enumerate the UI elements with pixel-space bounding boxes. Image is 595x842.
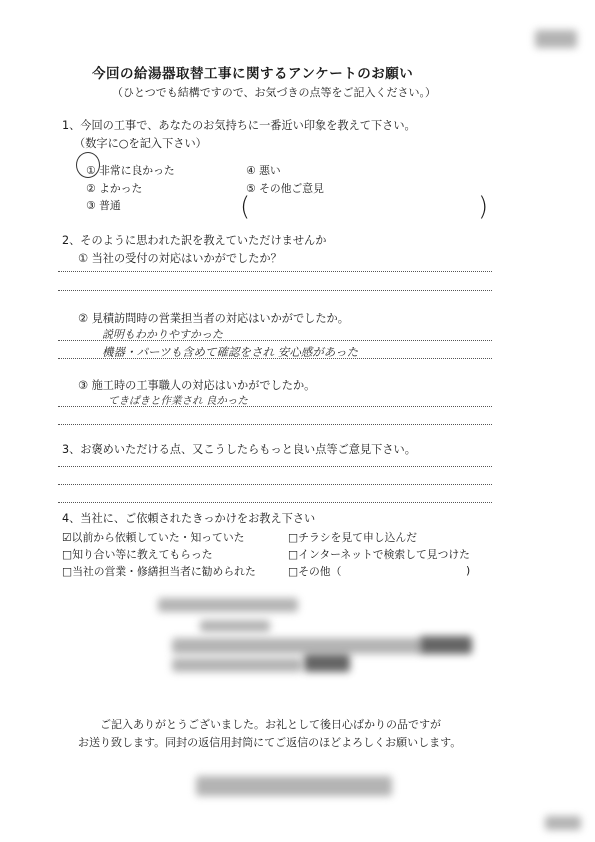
redacted-name-line <box>172 658 302 672</box>
question-1: 1、今回の工事で、あなたのお気持ちに一番近い印象を教えて下さい。 <box>62 119 416 132</box>
q1-option-5[interactable]: ⑤ その他ご意見 <box>246 182 324 195</box>
q4-option-flyer[interactable]: □チラシを見て申し込んだ <box>288 531 417 544</box>
survey-title: 今回の給湯器取替工事に関するアンケートのお願い <box>92 66 414 82</box>
q1-option-2[interactable]: ② よかった <box>86 182 143 195</box>
q4-option-known-before[interactable]: ☑以前から依頼していた・知っていた <box>62 531 245 544</box>
redacted-name-mark <box>304 654 350 672</box>
q1-other-paren-close: ) <box>478 192 489 222</box>
q1-option-4[interactable]: ④ 悪い <box>246 164 281 177</box>
q1-option-1[interactable]: ① 非常に良かった <box>86 164 175 177</box>
redacted-address-line <box>172 638 422 654</box>
redacted-address-line <box>200 620 270 632</box>
q4-option-sales-rep[interactable]: □当社の営業・修繕担当者に勧められた <box>62 565 256 578</box>
thank-you-line-2: お送り致します。同封の返信用封筒にてご返信のほどよろしくお願いします。 <box>78 736 462 749</box>
answer-line[interactable] <box>58 406 492 407</box>
q4-option-internet[interactable]: □インターネットで検索して見つけた <box>288 548 470 561</box>
question-2-sub-3: ③ 施工時の工事職人の対応はいかがでしたか。 <box>78 379 316 392</box>
answer-line[interactable] <box>58 340 492 341</box>
answer-line[interactable] <box>58 271 492 272</box>
redacted-company-name <box>196 776 392 796</box>
answer-line[interactable] <box>58 466 492 467</box>
answer-line[interactable] <box>58 290 492 291</box>
q4-option-referral[interactable]: □知り合い等に教えてもらった <box>62 548 213 561</box>
answer-line[interactable] <box>58 484 492 485</box>
answer-line[interactable] <box>58 502 492 503</box>
question-2-sub-2: ② 見積訪問時の営業担当者の対応はいかがでしたか。 <box>78 312 349 325</box>
thank-you-line-1: ご記入ありがとうございました。お礼として後日心ばかりの品ですが <box>100 718 441 731</box>
q4-option-other-close: ) <box>466 564 471 577</box>
question-4: 4、当社に、ご依頼されたきっかけをお教え下さい <box>62 512 316 525</box>
q1-other-paren-open: ( <box>240 192 251 222</box>
question-3: 3、お褒めいただける点、又こうしたらもっと良い点等ご意見下さい。 <box>62 443 416 456</box>
redacted-address-mark <box>420 636 472 654</box>
handwritten-answer-3: てきぱきと作業され 良かった <box>108 395 248 407</box>
handwritten-answer-2b: 機器・パーツも含めて確認をされ 安心感があった <box>102 345 359 359</box>
handwritten-answer-2a: 説明もわかりやすかった <box>102 328 223 341</box>
survey-subtitle: （ひとつでも結構ですので、お気づきの点等をご記入ください。） <box>112 86 437 99</box>
answer-circle-mark <box>76 152 100 178</box>
q1-option-3[interactable]: ③ 普通 <box>86 199 121 212</box>
question-2-sub-1: ① 当社の受付の対応はいかがでしたか？ <box>78 252 282 265</box>
question-2: 2、そのように思われた訳を教えていただけませんか <box>62 234 327 247</box>
answer-line[interactable] <box>58 358 492 359</box>
redacted-stamp <box>535 30 577 48</box>
redacted-corner-stamp <box>545 816 581 830</box>
question-1-note: （数字に○を記入下さい） <box>74 137 207 150</box>
q4-option-other[interactable]: □その他（ <box>288 565 342 578</box>
redacted-postal-code <box>158 598 298 612</box>
answer-line[interactable] <box>58 424 492 425</box>
